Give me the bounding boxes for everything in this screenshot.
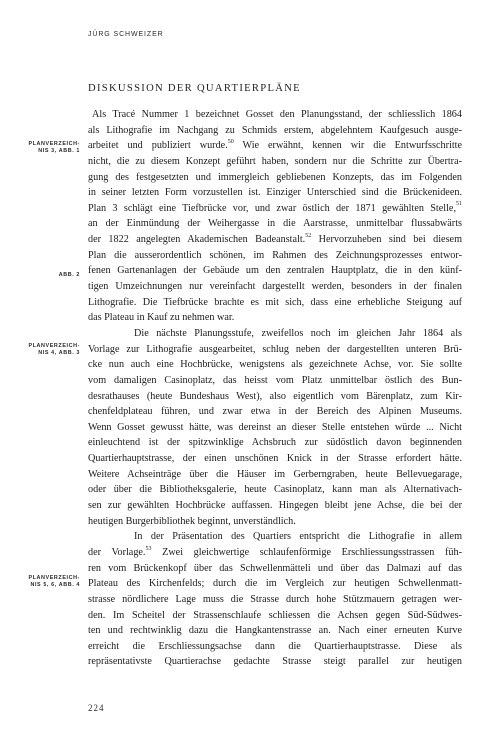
body-line: cke nun auch eine Hochbrücke, wenigstens als gezeichnete Achse, vor. Sie sollte <box>88 359 462 371</box>
body-line-part: arbeitet und publiziert wurde. <box>88 140 228 152</box>
body-line: desrathauses (heute Bundeshaus West), also eigentlich vom Bärenplatz, zum Kir- <box>88 390 462 402</box>
body-line: das Plateau in Kauf zu nehmen war. <box>88 312 235 324</box>
margin-note-line: NIS 3, ABB. 1 <box>38 148 80 155</box>
margin-note-3 <box>14 343 80 357</box>
body-line: oder über die Bibliotheksgalerie, heute Casinoplatz, kann man als Alternativach- <box>88 484 462 496</box>
section-title: DISKUSSION DER QUARTIERPLÄNE <box>88 83 301 94</box>
page-number: 224 <box>88 703 105 713</box>
body-line: in seiner letzten Form vorzustellen ist. Einziger Unterschied sind die Brückenideen. <box>88 187 462 199</box>
footnote-mark: 52 <box>305 232 312 239</box>
margin-note-line: PLANVERZEICH- <box>28 575 80 581</box>
body-line: einleuchtend ist der spitzwinklige Achsbruch zur südöstlich davon beginnenden <box>88 437 462 449</box>
margin-note-2 <box>14 272 80 279</box>
body-line: heutigen Burgerbibliothek beginnt, unverständlich. <box>88 515 296 527</box>
body-line-part: Hervorzuheben sind bei diesem <box>311 234 462 246</box>
footnote-mark: 50 <box>227 138 234 145</box>
body-line <box>88 138 462 154</box>
body-line: Weitere Achseinträge über die Häuser im Gerberngraben, heute Bellevuegarage, <box>88 468 462 480</box>
running-head: JÜRG SCHWEIZER <box>88 31 164 38</box>
margin-note-line: PLANVERZEICH- <box>28 141 80 147</box>
body-line: ren vom Brückenkopf über das Schwellenmätteli und über das Dalmazi auf das <box>88 562 462 574</box>
body-line: sen zur gewählten Hochbrücke auffassen. Hingegen bleibt jene Achse, die bei der <box>88 500 462 512</box>
body-line: Plan die ausserordentlich schönen, im Rahmen des Zeichnungsprozesses entwor- <box>88 249 462 261</box>
body-line: vom damaligen Casinoplatz, das heisst vom Platz unmittelbar östlich des Bun- <box>88 374 462 386</box>
body-line: gung des festgesetzten und immergleich gebliebenen Konzepts, das im Folgenden <box>88 171 462 183</box>
body-line <box>88 201 462 217</box>
body-line: Vorlage zur Lithografie ausgearbeitet, schlug neben der dargestellten unteren Brü- <box>88 343 462 355</box>
body-line: als Lithografie im Nachgang zu Schmids erstem, abgelehntem Kaufgesuch ausge- <box>88 124 462 136</box>
margin-note-line: NIS 4, ABB. 3 <box>38 350 80 357</box>
body-line: an der Einmündung der Weihergasse in die Aarstrasse, unmittelbar flussabwärts <box>88 218 462 230</box>
body-line: tigen Umzeichnungen nur vereinfacht dargestellt werden, besonders in der finalen <box>88 281 462 293</box>
body-line: repräsentativste Quartierachse gedachte Strasse steigt parallel zur heutigen <box>88 656 462 668</box>
body-line-part: Zwei gleichwertige schlaufenförmige Erschliessungsstrassen füh- <box>151 546 462 558</box>
body-line-part: der Vorlage. <box>88 546 146 558</box>
body-line: fenen Gartenanlagen der Gebäude um den zentralen Hauptplatz, die in den künf- <box>88 265 462 277</box>
body-line: Lithografie. Die Tiefbrücke brachte es mit sich, dass eine erhebliche Steigung auf <box>88 296 462 308</box>
body-line <box>88 232 462 248</box>
body-line: In der Präsentation des Quartiers entspricht die Lithografie in allem <box>134 531 462 543</box>
body-line: den. Im Scheitel der Strassenschlaufe schliessen die Achsen gegen Süd-Südwes- <box>88 609 462 621</box>
margin-note-1 <box>14 141 80 155</box>
body-line: erreicht die Erschliessungsachse dann die Quartierhauptstrasse. Diese als <box>88 640 462 652</box>
margin-note-line: ABB. 2 <box>58 272 80 278</box>
body-line-part: der 1822 angelegten Akademischen Badeanstalt. <box>88 234 306 246</box>
body-line: strasse nördlichere Lage muss die Strasse durch hohe Stützmauern getragen wer- <box>88 593 462 605</box>
body-line: Wenn Gosset gewusst hätte, was dereinst an dieser Stelle entstehen würde ... Nicht <box>88 421 462 433</box>
footnote-mark: 51 <box>456 201 462 208</box>
body-text <box>88 107 462 670</box>
body-line: Die nächste Planungsstufe, zweifellos noch im gleichen Jahr 1864 als <box>134 327 462 339</box>
body-line: chenfeldplateau führen, und zwar etwa in der Bereich des Alpinen Museums. <box>88 406 462 418</box>
margin-note-line: PLANVERZEICH- <box>28 343 80 349</box>
body-line <box>88 545 462 561</box>
body-line-part: Plan 3 schlägt eine Tiefbrücke vor, und zwar östlich der 1871 gewählten Stelle, <box>88 202 456 214</box>
margin-note-line: NIS 5, 6, ABB. 4 <box>30 582 80 589</box>
body-line-part: Wie erwähnt, kennen wir die Entwurfsschritte <box>233 140 462 152</box>
margin-note-4 <box>14 575 80 589</box>
body-line: Plateau des Kirchenfelds; durch die im Vergleich zur heutigen Schwellenmatt- <box>88 578 462 590</box>
body-line: Quartierhauptstrasse, der einen unschönen Knick in der Strasse erfordert hätte. <box>88 453 462 465</box>
body-line: Als Tracé Nummer 1 bezeichnet Gosset den Planungsstand, der schliesslich 1864 <box>92 109 462 120</box>
footnote-mark: 53 <box>145 545 152 552</box>
body-line: nicht, die zu diesem Konzept geführt haben, sondern nur die Schritte zur Übertra- <box>88 155 462 167</box>
body-line: ten und rechtwinklig dazu die Hangkantenstrasse an. Nach einer erneuten Kurve <box>88 625 462 637</box>
